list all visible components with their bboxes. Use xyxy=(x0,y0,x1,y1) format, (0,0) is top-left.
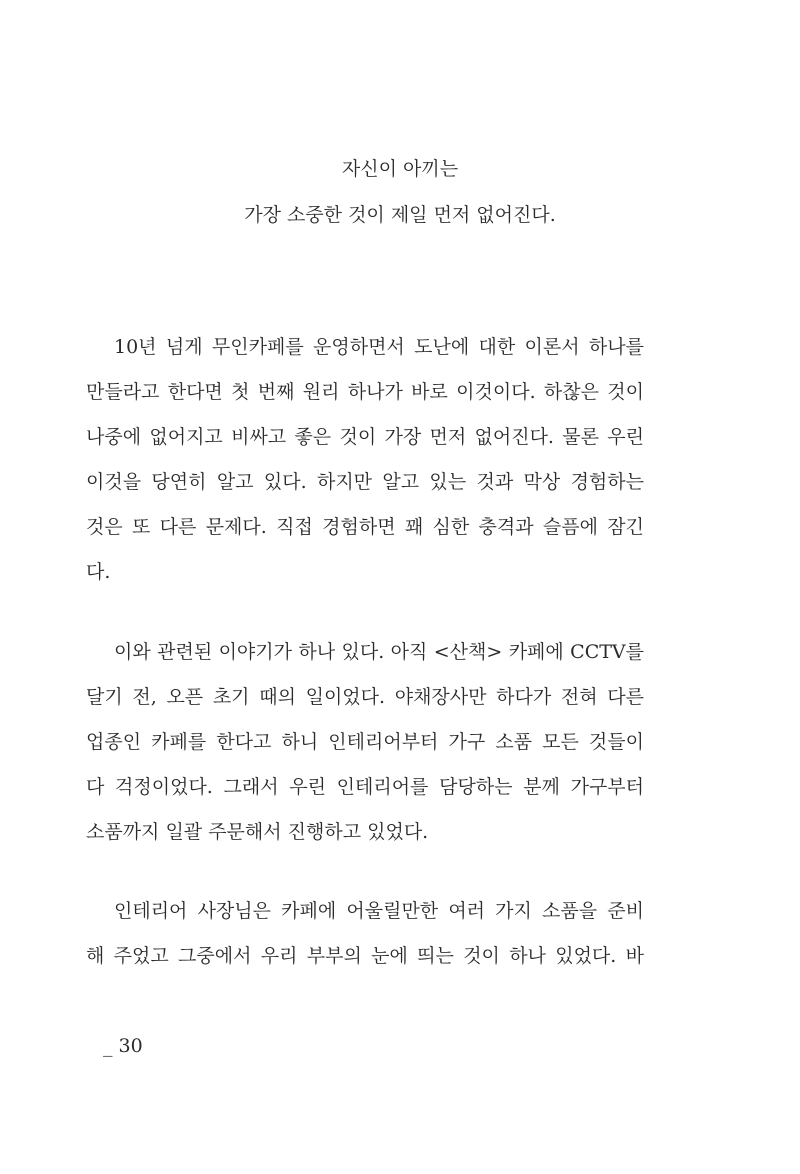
paragraph-2 xyxy=(86,630,644,855)
heading-line-1: 자신이 아끼는 xyxy=(341,158,459,180)
text-line: 것은 또 다른 문제다. 직접 경험하면 꽤 심한 충격과 슬픔에 잠긴 xyxy=(86,516,644,538)
text-line: 10년 넘게 무인카페를 운영하면서 도난에 대한 이론서 하나를 xyxy=(114,336,644,358)
text-line: 다 걱정이었다. 그래서 우린 인테리어를 담당하는 분께 가구부터 xyxy=(86,776,644,798)
paragraph-3 xyxy=(86,889,644,979)
text-line: 이것을 당연히 알고 있다. 하지만 알고 있는 것과 막상 경험하는 xyxy=(86,471,644,493)
text-line: 인테리어 사장님은 카페에 어울릴만한 여러 가지 소품을 준비 xyxy=(114,900,644,922)
text-line: 나중에 없어지고 비싸고 좋은 것이 가장 먼저 없어진다. 물론 우린 xyxy=(86,426,644,448)
page-number: _ 30 xyxy=(103,1035,143,1057)
paragraph-1 xyxy=(86,325,644,595)
heading-line-2: 가장 소중한 것이 제일 먼저 없어진다. xyxy=(244,204,556,226)
text-line: 해 주었고 그중에서 우리 부부의 눈에 띄는 것이 하나 있었다. 바 xyxy=(86,945,644,967)
text-line: 만들라고 한다면 첫 번째 원리 하나가 바로 이것이다. 하찮은 것이 xyxy=(86,381,644,403)
text-line: 이와 관련된 이야기가 하나 있다. 아직 <산책> 카페에 CCTV를 xyxy=(114,641,644,663)
text-line: 업종인 카페를 한다고 하니 인테리어부터 가구 소품 모든 것들이 xyxy=(86,731,644,753)
text-line: 다. xyxy=(86,561,111,583)
text-line: 소품까지 일괄 주문해서 진행하고 있었다. xyxy=(86,821,429,843)
text-line: 달기 전, 오픈 초기 때의 일이었다. 야채장사만 하다가 전혀 다른 xyxy=(86,686,644,708)
